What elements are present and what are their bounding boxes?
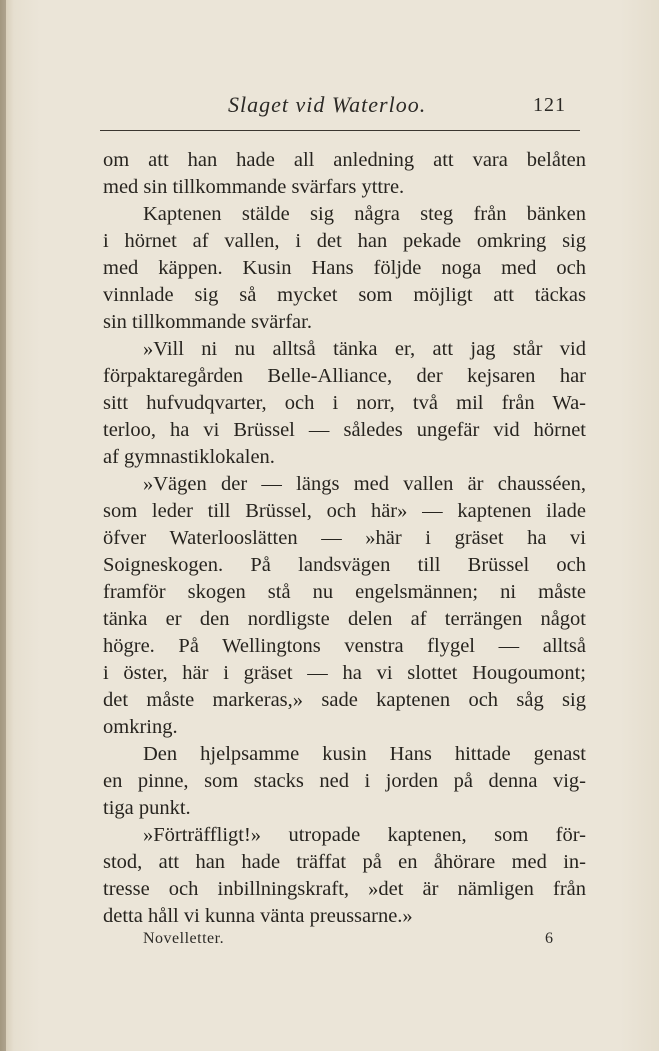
- text-line: tänka er den nordligste delen af terrängen något: [103, 608, 586, 630]
- header-rule: [100, 130, 580, 131]
- text-line: förpaktaregården Belle-Alliance, der kejsaren har: [103, 365, 586, 387]
- text-line: Den hjelpsamme kusin Hans hittade genast: [143, 743, 586, 765]
- text-line: tresse och inbillningskraft, »det är nämligen från: [103, 878, 586, 900]
- text-line: framför skogen stå nu engelsmännen; ni måste: [103, 581, 586, 603]
- body-text: [103, 147, 586, 930]
- text-line: sitt hufvudqvarter, och i norr, två mil från Wa-: [103, 392, 586, 414]
- text-line: sin tillkommande svärfar.: [103, 311, 312, 333]
- text-line: terloo, ha vi Brüssel — således ungefär vid hörnet: [103, 419, 586, 441]
- text-line: detta håll vi kunna vänta preussarne.»: [103, 905, 413, 927]
- text-line: vinnlade sig så mycket som möjligt att täckas: [103, 284, 586, 306]
- text-line: med sin tillkommande svärfars yttre.: [103, 176, 405, 198]
- text-line: det måste markeras,» sade kaptenen och såg sig: [103, 689, 586, 711]
- page-spine-edge: [0, 0, 6, 1051]
- running-header: [100, 92, 580, 122]
- text-line: »Förträffligt!» utropade kaptenen, som för-: [143, 824, 586, 846]
- text-line: i öster, här i gräset — ha vi slottet Hougoumont;: [103, 662, 586, 684]
- text-line: som leder till Brüssel, och här» — kaptenen ilade: [103, 500, 586, 522]
- text-line: stod, att han hade träffat på en åhörare med in-: [103, 851, 586, 873]
- running-title: Slaget vid Waterloo.: [228, 92, 427, 117]
- text-line: i hörnet af vallen, i det han pekade omkring sig: [103, 230, 586, 252]
- page-number: 121: [533, 94, 566, 116]
- text-line: Kaptenen stälde sig några steg från bänken: [143, 203, 586, 225]
- text-line: Soigneskogen. På landsvägen till Brüssel och: [103, 554, 586, 576]
- text-line: af gymnastiklokalen.: [103, 446, 275, 468]
- printer-signature: Novelletter.: [143, 930, 225, 947]
- text-line: med käppen. Kusin Hans följde noga med och: [103, 257, 586, 279]
- text-line: om att han hade all anledning att vara belåten: [103, 149, 586, 171]
- text-line: en pinne, som stacks ned i jorden på denna vig-: [103, 770, 586, 792]
- text-line: omkring.: [103, 716, 178, 738]
- text-line: »Vill ni nu alltså tänka er, att jag står vid: [143, 338, 586, 360]
- text-line: öfver Waterlooslätten — »här i gräset ha vi: [103, 527, 586, 549]
- signature-number: 6: [545, 930, 553, 947]
- page-footer: [143, 930, 553, 954]
- text-line: tiga punkt.: [103, 797, 191, 819]
- text-line: högre. På Wellingtons venstra flygel — alltså: [103, 635, 586, 657]
- text-line: »Vägen der — längs med vallen är chausséen,: [143, 473, 586, 495]
